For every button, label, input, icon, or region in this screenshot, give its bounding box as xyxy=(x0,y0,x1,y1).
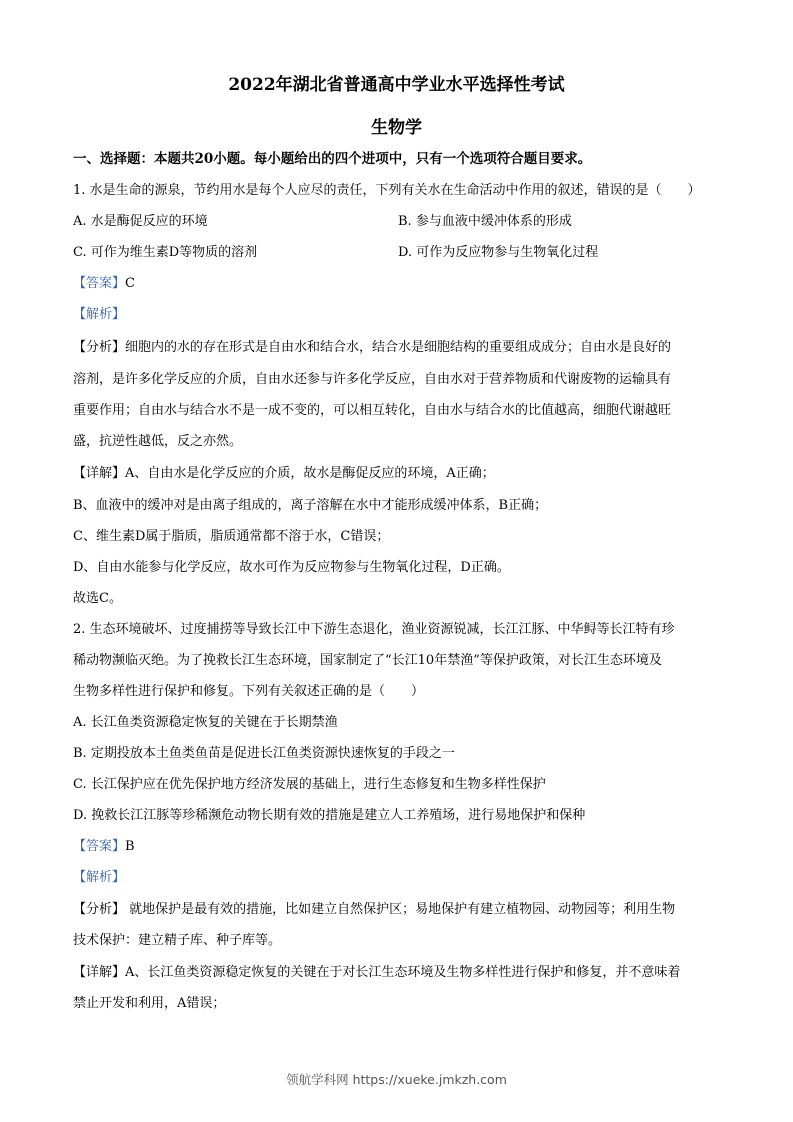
q1-fenxi-line-2: 溶剂，是许多化学反应的介质，自由水还参与许多化学反应，自由水对于营养物质和代谢废物的运输具有 xyxy=(73,372,672,387)
q1-analysis-heading xyxy=(73,306,125,324)
q1-xiangjie-line-4: D、自由水能参与化学反应，故水可作为反应物参与生物氧化过程，D正确。 xyxy=(73,560,510,575)
analysis-tag: 【解析】 xyxy=(73,870,126,885)
q2-analysis-heading xyxy=(73,869,125,887)
xiangjie-text: A、自由水是化学反应的介质，故水是酶促反应的环境，A正确； xyxy=(125,466,495,481)
q2-fenxi-line-1 xyxy=(73,901,675,919)
q1-option-d: D. 可作为反应物参与生物氧化过程 xyxy=(398,245,599,260)
q2-stem-line-1: 2. 生态环境破坏、过度捕捞等导致长江中下游生态退化，渔业资源锐减，长江江豚、中华鲟等长江特有珍 xyxy=(73,622,675,637)
q2-stem-line-3: 生物多样性进行保护和修复。下列有关叙述正确的是（ ） xyxy=(73,684,425,699)
q2-option-c: C. 长江保护应在优先保护地方经济发展的基础上，进行生态修复和生物多样性保护 xyxy=(73,777,546,792)
fenxi-tag: 【分析】 xyxy=(73,340,126,355)
answer-tag: 【答案】 xyxy=(73,839,126,854)
fenxi-text: 细胞内的水的存在形式是自由水和结合水，结合水是细胞结构的重要组成成分；自由水是良好的 xyxy=(125,340,672,355)
subject-title: 生物学 xyxy=(371,118,422,138)
xiangjie-tag: 【详解】 xyxy=(73,965,126,980)
q1-fenxi-line-3: 重要作用；自由水与结合水不是一成不变的，可以相互转化，自由水与结合水的比值越高，细胞代谢越旺 xyxy=(73,403,672,418)
q1-option-c: C. 可作为维生素D等物质的溶剂 xyxy=(73,245,258,260)
q2-answer xyxy=(73,838,135,856)
q1-answer xyxy=(73,275,135,293)
q2-option-b: B. 定期投放本土鱼类鱼苗是促进长江鱼类资源快速恢复的手段之一 xyxy=(73,746,455,761)
q1-fenxi-line-1 xyxy=(73,339,671,357)
xiangjie-text: A、长江鱼类资源稳定恢复的关键在于对长江生态环境及生物多样性进行保护和修复，并不意味着 xyxy=(125,965,681,980)
q1-stem: 1. 水是生命的源泉，节约用水是每个人应尽的责任，下列有关水在生命活动中作用的叙述，错误的是（ ） xyxy=(73,183,701,198)
q2-option-a: A. 长江鱼类资源稳定恢复的关键在于长期禁渔 xyxy=(73,715,338,730)
q1-fenxi-line-4: 盛，抗逆性越低，反之亦然。 xyxy=(73,434,243,449)
q2-fenxi-line-2: 技术保护：建立精子库、种子库等。 xyxy=(73,933,282,948)
q2-stem-line-2: 稀动物濒临灭绝。为了挽救长江生态环境，国家制定了“长江10年禁渔”等保护政策，对长江生态环境及 xyxy=(73,653,662,668)
q1-xiangjie-line-1 xyxy=(73,465,495,483)
footer-source: 领航学科网 https://xueke.jmkzh.com xyxy=(286,1072,507,1087)
exam-title: 2022年湖北省普通高中学业水平选择性考试 xyxy=(228,75,565,95)
q1-xiangjie-line-3: C、维生素D属于脂质，脂质通常都不溶于水，C错误； xyxy=(73,529,390,544)
xiangjie-tag: 【详解】 xyxy=(73,466,126,481)
q1-xiangjie-line-2: B、血液中的缓冲对是由离子组成的，离子溶解在水中才能形成缓冲体系，B正确； xyxy=(73,498,548,513)
q2-xiangjie-line-1 xyxy=(73,964,680,982)
q1-option-a: A. 水是酶促反应的环境 xyxy=(73,214,208,229)
fenxi-text: 就地保护是最有效的措施，比如建立自然保护区；易地保护有建立植物园、动物园等；利用生物 xyxy=(125,902,676,917)
answer-tag: 【答案】 xyxy=(73,276,126,291)
analysis-tag: 【解析】 xyxy=(73,307,126,322)
fenxi-tag: 【分析】 xyxy=(73,902,126,917)
answer-value: B xyxy=(125,839,135,854)
q1-conclusion: 故选C。 xyxy=(73,591,122,606)
answer-value: C xyxy=(125,276,135,291)
q2-option-d: D. 挽救长江江豚等珍稀濒危动物长期有效的措施是建立人工养殖场，进行易地保护和保种 xyxy=(73,808,586,823)
q1-option-b: B. 参与血液中缓冲体系的形成 xyxy=(398,214,572,229)
section-heading: 一、选择题：本题共20小题。每小题给出的四个进项中，只有一个选项符合题目要求。 xyxy=(73,151,592,167)
q2-xiangjie-line-2: 禁止开发和利用，A错误； xyxy=(73,996,226,1011)
